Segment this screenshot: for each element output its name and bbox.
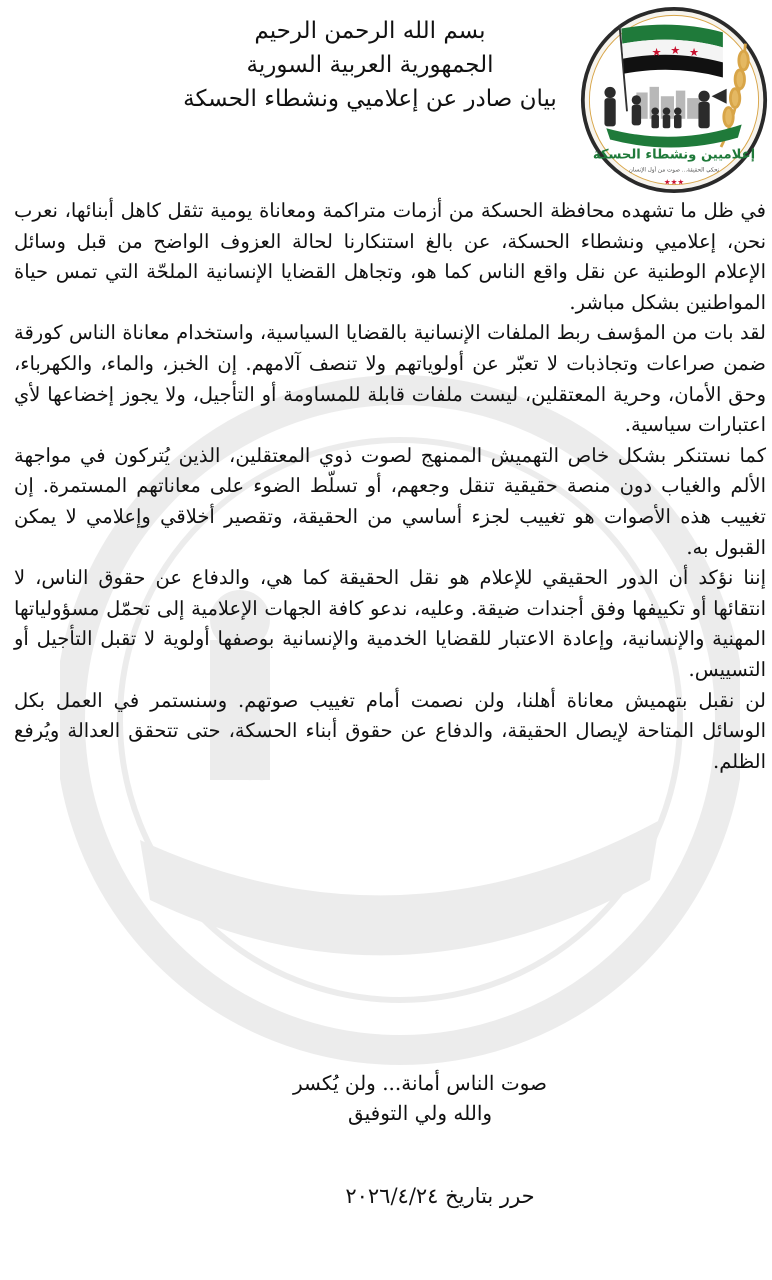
closing-slogan: صوت الناس أمانة... ولن يُكسر [293, 1071, 547, 1095]
svg-text:★: ★ [670, 43, 681, 57]
document-header [150, 14, 590, 116]
statement-body [14, 196, 766, 777]
closing [230, 1068, 610, 1128]
paragraph: لن نقبل بتهميش معاناة أهلنا، ولن نصمت أمام تغييب صوتهم. وسنستمر في العمل بكل الوسائل المتاحة لإيصال الحقيقة، والدفاع عن حقوق أبناء الحسكة، حتى تتحقق العدالة ويُرفع الظلم. [14, 688, 766, 773]
issue-date: حرر بتاريخ ٢٠٢٦/٤/٢٤ [345, 1184, 535, 1208]
paragraph: لقد بات من المؤسف ربط الملفات الإنسانية بالقضايا السياسية، واستخدام معاناة الناس كورقة ضمن صراعات وتجاذبات لا تعبّر عن أولوياتهم ولا تنصف آلامهم. إن الخبز، والماء، والكهرباء، وحق الأمان، وحرية المعتقلين، ليست ملفات قابلة للمساومة أو التأجيل، ولا يجوز إخضاعها لأي اعتبارات سياسية. [14, 321, 766, 437]
country-name: الجمهورية العربية السورية [246, 52, 494, 78]
logo-stars: ★★★ [663, 177, 685, 187]
paragraph: كما نستنكر بشكل خاص التهميش الممنهج لصوت ذوي المعتقلين، الذين يُتركون في مواجهة الألم والغياب دون منصة حقيقية تنقل وجعهم، أو تسلّط الضوء على معاناتهم المستمرة. إن تغييب هذه الأصوات هو تغييب لجزء أساسي من الحقيقة، وتقصير أخلاقي وإعلامي لا يمكن القبول به. [14, 443, 766, 559]
logo-tagline: نحكي الحقيقة... صوت من أول الإنسان [628, 167, 720, 174]
paragraph: إننا نؤكد أن الدور الحقيقي للإعلام هو نقل الحقيقة كما هي، والدفاع عن حقوق الناس، لا انتقائها أو تكييفها وفق أجندات ضيقة. وعليه، ندعو كافة الجهات الإعلامية إلى تحمّل مسؤولياتها المهنية والإنسانية، وإعادة الاعتبار للقضايا الخدمية والإنسانية بوصفها أولوية لا تقبل التأجيل أو التسييس. [14, 566, 766, 681]
watermark-press-label: PRESS [210, 764, 268, 785]
logo [580, 6, 768, 194]
paragraph: في ظل ما تشهده محافظة الحسكة من أزمات متراكمة ومعاناة يومية تثقل كاهل أبنائها، نعرب نحن، إعلاميي ونشطاء الحسكة، عن بالغ استنكارنا لحالة العزوف الواضح من قبل وسائل الإعلام الوطنية عن نقل واقع الناس كما هو، وتجاهل القضايا الإنسانية الملحّة التي تمس حياة المواطنين بشكل مباشر. [14, 199, 766, 314]
logo-name: إعلاميين ونشطاء الحسكة [592, 147, 756, 163]
svg-text:★: ★ [651, 45, 662, 59]
closing-prayer: والله ولي التوفيق [347, 1101, 493, 1125]
statement-title: بيان صادر عن إعلاميي ونشطاء الحسكة [183, 86, 557, 112]
svg-text:★: ★ [689, 45, 700, 59]
basmala: بسم الله الرحمن الرحيم [254, 18, 486, 44]
